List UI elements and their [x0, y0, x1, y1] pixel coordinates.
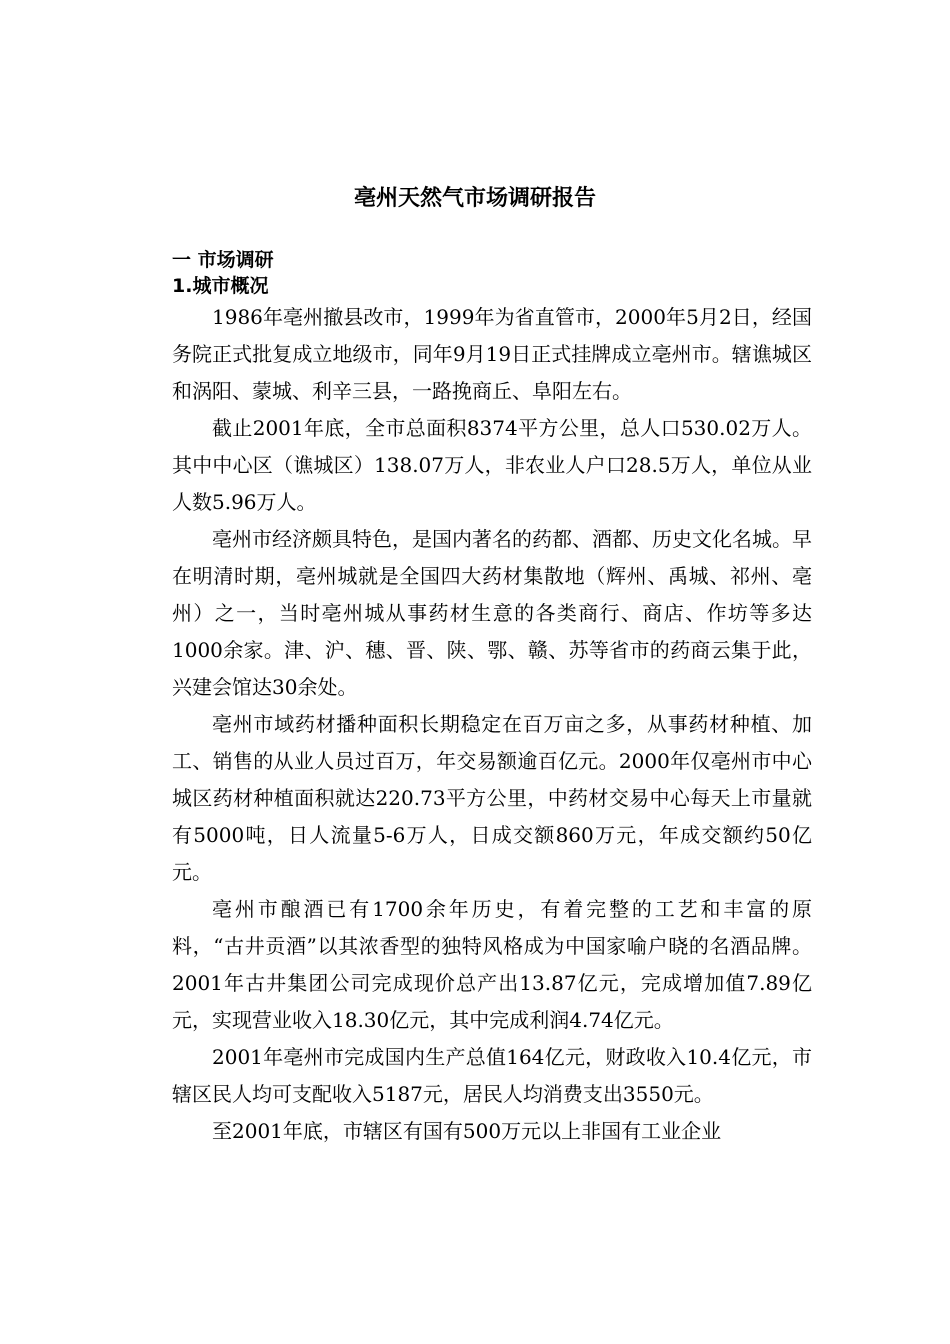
paragraph: 亳州市酿酒已有1700余年历史，有着完整的工艺和丰富的原料，“古井贡酒”以其浓香型的独特风格成为中国家喻户晓的名酒品牌。2001年古井集团公司完成现价总产出13.87亿元，完成增加值7.89亿元，实现营业收入18.30亿元，其中完成利润4.74亿元。: [172, 897, 812, 1032]
document-body: [172, 247, 812, 1150]
paragraph: 1986年亳州撤县改市，1999年为省直管市，2000年5月2日，经国务院正式批复成立地级市，同年9月19日正式挂牌成立亳州市。辖谯城区和涡阳、蒙城、利辛三县，一路挽商丘、阜阳左右。: [172, 305, 812, 403]
paragraph: 亳州市经济颇具特色，是国内著名的药都、酒都、历史文化名城。早在明清时期，亳州城就是全国四大药材集散地（辉州、禹城、祁州、亳州）之一，当时亳州城从事药材生意的各类商行、商店、作坊等多达1000余家。津、沪、穗、晋、陕、鄂、赣、苏等省市的药商云集于此，兴建会馆达30余处。: [172, 527, 812, 699]
paragraph: 截止2001年底，全市总面积8374平方公里，总人口530.02万人。其中中心区（谯城区）138.07万人，非农业人户口28.5万人，单位从业人数5.96万人。: [172, 416, 812, 514]
subsection-heading: 1.城市概况: [172, 275, 269, 297]
section-heading: 一 市场调研: [172, 249, 274, 271]
document-title: 亳州天然气市场调研报告: [353, 186, 596, 211]
paragraph: 2001年亳州市完成国内生产总值164亿元，财政收入10.4亿元，市辖区民人均可支配收入5187元，居民人均消费支出3550元。: [172, 1045, 812, 1106]
paragraph: 至2001年底，市辖区有国有500万元以上非国有工业企业: [212, 1119, 722, 1143]
paragraph: 亳州市域药材播种面积长期稳定在百万亩之多，从事药材种植、加工、销售的从业人员过百万，年交易额逾百亿元。2000年仅亳州市中心城区药材种植面积就达220.73平方公里，中药材交易中心每天上市量就有5000吨，日人流量5-6万人，日成交额860万元，年成交额约50亿元。: [172, 712, 812, 884]
